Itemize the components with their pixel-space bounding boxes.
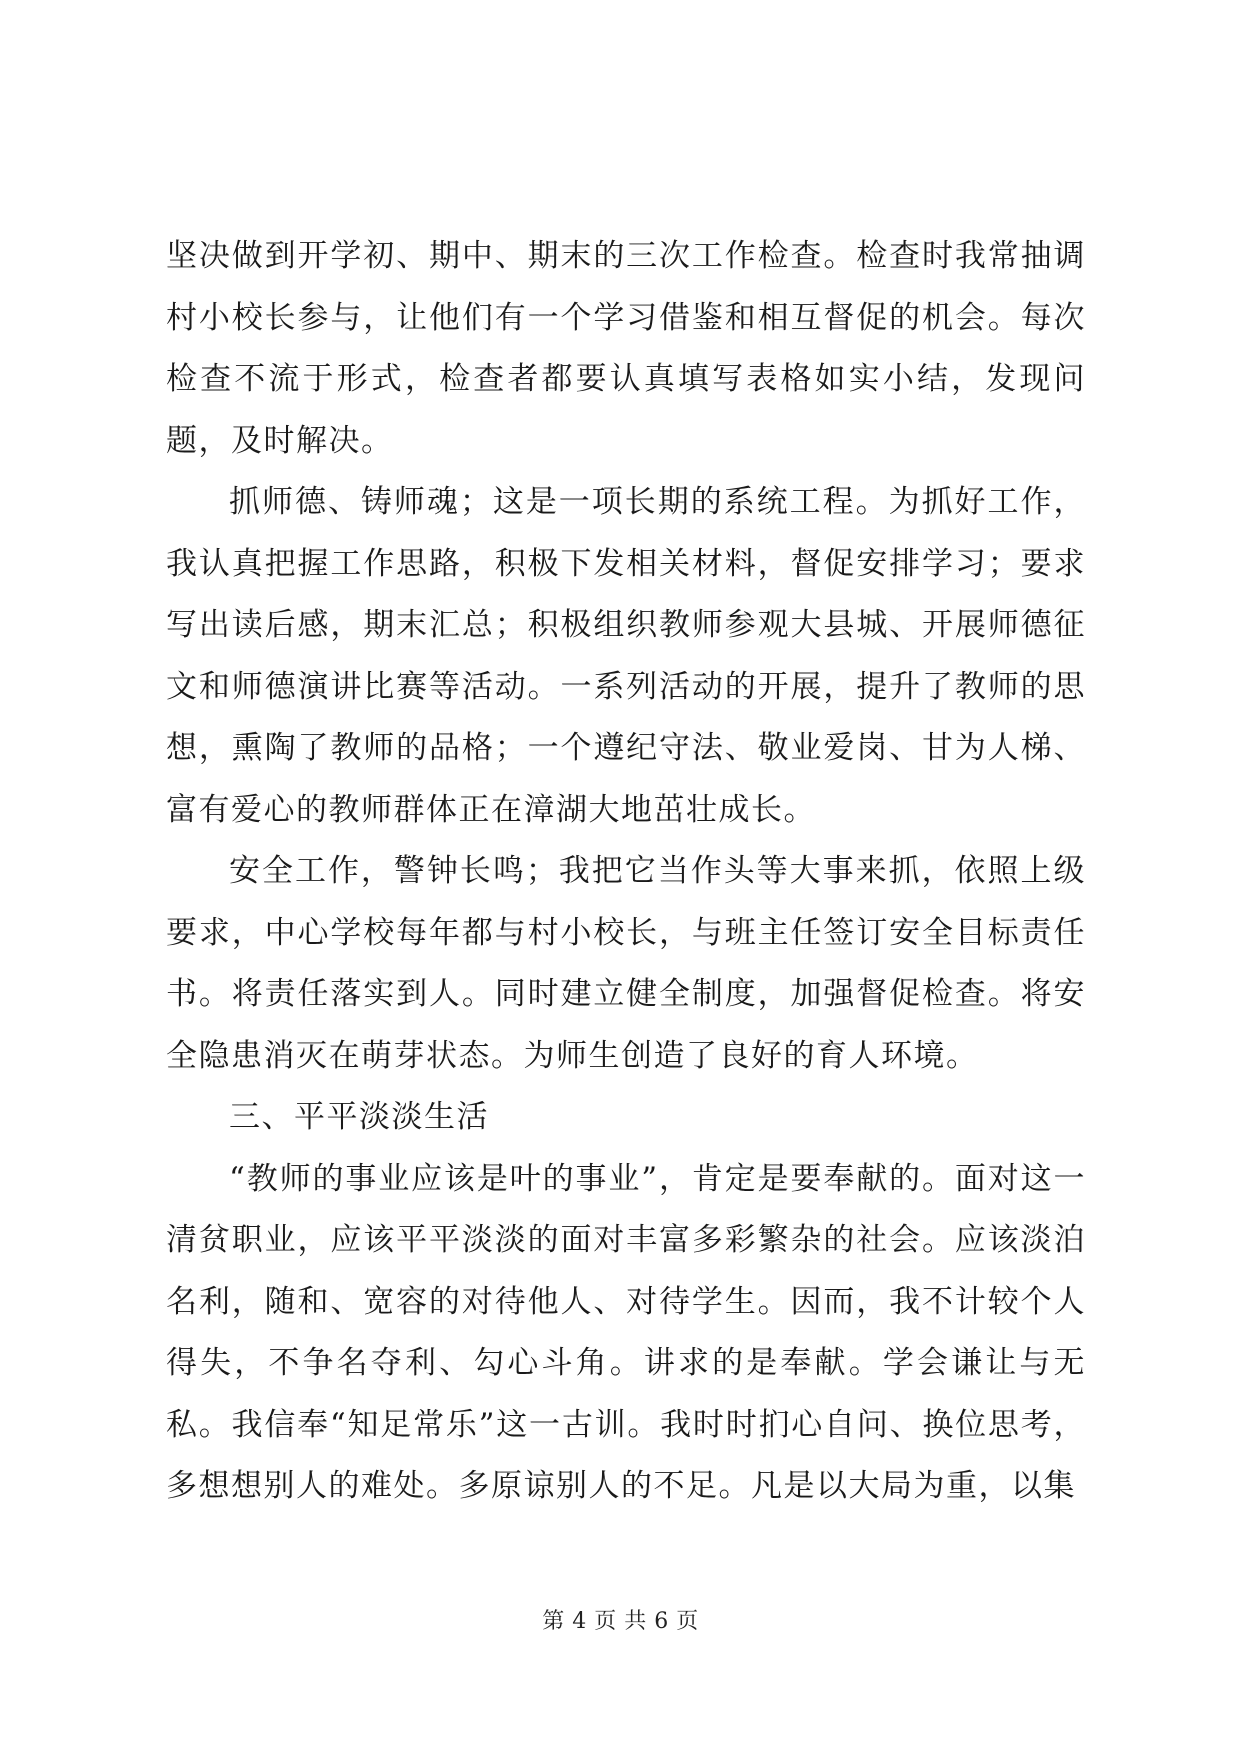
body-text (166, 226, 1086, 1518)
page-number-footer: 第 4 页 共 6 页 (542, 1609, 699, 1634)
paragraph-inspection: 坚决做到开学初、期中、期末的三次工作检查。检查时我常抽调村小校长参与，让他们有一个学习借鉴和相互督促的机会。每次检查不流于形式，检查者都要认真填写表格如实小结，发现问题，及时解决。 (166, 238, 1086, 459)
paragraph-safety: 安全工作，警钟长鸣；我把它当作头等大事来抓，依照上级要求，中心学校每年都与村小校长，与班主任签订安全目标责任书。将责任落实到人。同时建立健全制度，加强督促检查。将安全隐患消灭在萌芽状态。为师生创造了良好的育人环境。 (166, 853, 1086, 1074)
section-heading: 三、平平淡淡生活 (229, 1099, 489, 1135)
paragraph-teacher-ethics: 抓师德、铸师魂；这是一项长期的系统工程。为抓好工作，我认真把握工作思路，积极下发相关材料，督促安排学习；要求写出读后感，期末汇总；积极组织教师参观大县城、开展师德征文和师德演讲比赛等活动。一系列活动的开展，提升了教师的思想，熏陶了教师的品格；一个遵纪守法、敬业爱岗、甘为人梯、富有爱心的教师群体正在漳湖大地茁壮成长。 (166, 484, 1086, 828)
paragraph-dedication: “教师的事业应该是叶的事业”，肯定是要奉献的。面对这一清贫职业，应该平平淡淡的面对丰富多彩繁杂的社会。应该淡泊名利，随和、宽容的对待他人、对待学生。因而，我不计较个人得失，不争名夺利、勾心斗角。讲求的是奉献。学会谦让与无私。我信奉“知足常乐”这一古训。我时时扪心自问、换位思考，多想想别人的难处。多原谅别人的不足。凡是以大局为重，以集 (166, 1160, 1086, 1504)
